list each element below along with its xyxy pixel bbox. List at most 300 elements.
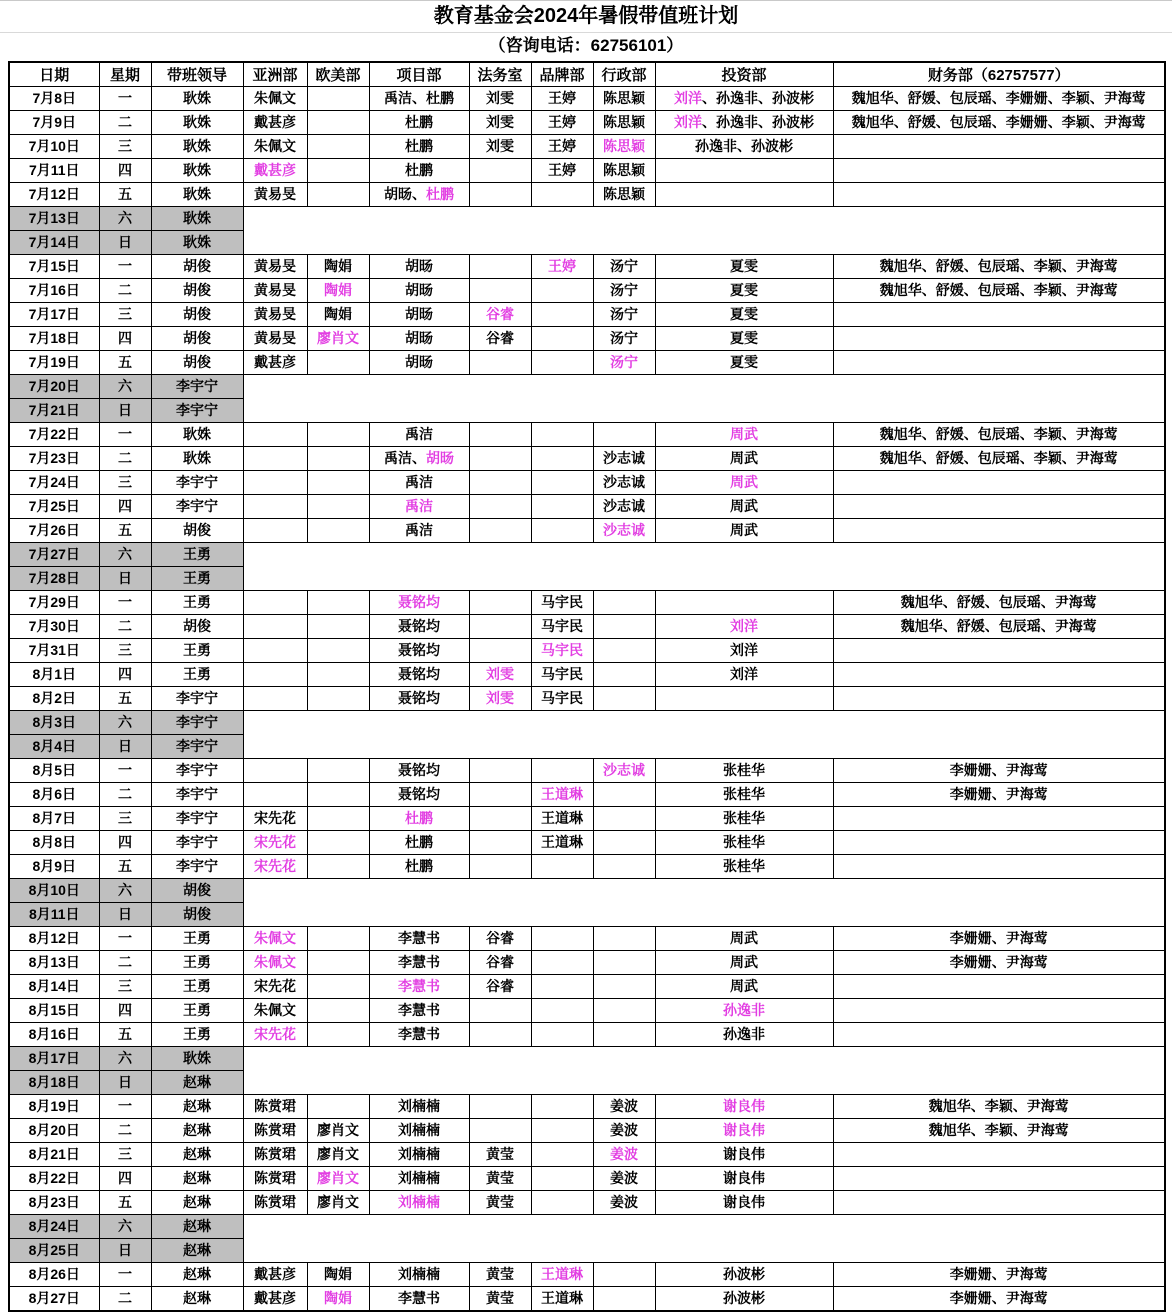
cell-invest[interactable]: 谢良伟 (655, 1190, 833, 1214)
cell-finance[interactable] (833, 806, 1165, 830)
cell-invest[interactable]: 刘洋、孙逸非、孙波彬 (655, 110, 833, 134)
cell-week[interactable]: 五 (99, 1190, 151, 1214)
cell-week[interactable]: 二 (99, 1286, 151, 1311)
cell-euro[interactable] (307, 662, 369, 686)
cell-invest[interactable]: 孙逸非 (655, 1022, 833, 1046)
cell-invest[interactable]: 孙波彬 (655, 1286, 833, 1311)
cell-legal[interactable] (469, 758, 531, 782)
cell-admin[interactable] (593, 998, 655, 1022)
cell-brand[interactable]: 王婷 (531, 86, 593, 110)
cell-legal[interactable]: 黄莹 (469, 1166, 531, 1190)
cell-legal[interactable] (469, 998, 531, 1022)
cell-date[interactable]: 7月18日 (9, 326, 99, 350)
cell-week[interactable]: 三 (99, 1142, 151, 1166)
cell-date[interactable]: 8月25日 (9, 1238, 99, 1262)
cell-date[interactable]: 8月16日 (9, 1022, 99, 1046)
cell-finance[interactable]: 魏旭华、舒媛、包辰瑶、李颖、尹海莺 (833, 254, 1165, 278)
cell-euro[interactable] (307, 614, 369, 638)
cell-admin[interactable]: 陈思颖 (593, 110, 655, 134)
cell-week[interactable]: 日 (99, 902, 151, 926)
cell-asia[interactable]: 宋先花 (243, 974, 307, 998)
cell-date[interactable]: 8月21日 (9, 1142, 99, 1166)
cell-finance[interactable] (833, 1022, 1165, 1046)
cell-invest[interactable]: 张桂华 (655, 782, 833, 806)
cell-week[interactable]: 五 (99, 1022, 151, 1046)
cell-invest[interactable]: 夏雯 (655, 302, 833, 326)
weekend-empty-block[interactable] (243, 206, 1165, 254)
cell-invest[interactable]: 周武 (655, 950, 833, 974)
cell-project[interactable]: 刘楠楠 (369, 1142, 469, 1166)
cell-project[interactable]: 李慧书 (369, 998, 469, 1022)
cell-legal[interactable]: 谷睿 (469, 326, 531, 350)
cell-week[interactable]: 二 (99, 614, 151, 638)
cell-legal[interactable]: 刘雯 (469, 134, 531, 158)
cell-project[interactable]: 禹洁 (369, 518, 469, 542)
cell-finance[interactable] (833, 302, 1165, 326)
cell-asia[interactable]: 黄易旻 (243, 326, 307, 350)
cell-leader[interactable]: 胡俊 (151, 614, 243, 638)
weekend-empty-block[interactable] (243, 1214, 1165, 1262)
cell-project[interactable]: 禹洁 (369, 470, 469, 494)
cell-euro[interactable] (307, 926, 369, 950)
cell-project[interactable]: 杜鹏 (369, 110, 469, 134)
cell-invest[interactable]: 周武 (655, 494, 833, 518)
cell-invest[interactable] (655, 1118, 833, 1142)
cell-euro[interactable] (307, 326, 369, 350)
cell-project[interactable]: 聂铭均 (369, 614, 469, 638)
cell-legal[interactable] (469, 422, 531, 446)
cell-date[interactable]: 8月23日 (9, 1190, 99, 1214)
cell-finance[interactable]: 李姗姗、尹海莺 (833, 758, 1165, 782)
cell-invest[interactable]: 夏雯 (655, 350, 833, 374)
cell-finance[interactable] (833, 998, 1165, 1022)
cell-week[interactable]: 六 (99, 206, 151, 230)
cell-admin[interactable]: 沙志诚 (593, 470, 655, 494)
cell-admin[interactable] (593, 950, 655, 974)
cell-invest[interactable]: 刘洋 (655, 662, 833, 686)
cell-admin[interactable]: 汤宁 (593, 302, 655, 326)
cell-brand[interactable] (531, 926, 593, 950)
cell-leader[interactable]: 耿姝 (151, 86, 243, 110)
cell-leader[interactable]: 王勇 (151, 1022, 243, 1046)
cell-legal[interactable] (469, 590, 531, 614)
cell-euro[interactable] (307, 182, 369, 206)
cell-admin[interactable] (593, 638, 655, 662)
cell-week[interactable]: 一 (99, 86, 151, 110)
cell-brand[interactable] (531, 782, 593, 806)
cell-leader[interactable]: 王勇 (151, 926, 243, 950)
cell-asia[interactable]: 黄易旻 (243, 182, 307, 206)
cell-asia[interactable] (243, 494, 307, 518)
cell-project[interactable]: 李慧书 (369, 926, 469, 950)
cell-asia[interactable] (243, 830, 307, 854)
cell-legal[interactable] (469, 278, 531, 302)
cell-admin[interactable] (593, 590, 655, 614)
cell-invest[interactable] (655, 614, 833, 638)
cell-project[interactable]: 禹洁 (369, 422, 469, 446)
cell-week[interactable]: 三 (99, 806, 151, 830)
cell-week[interactable]: 四 (99, 326, 151, 350)
cell-date[interactable]: 8月4日 (9, 734, 99, 758)
cell-euro[interactable] (307, 1166, 369, 1190)
cell-week[interactable]: 六 (99, 1214, 151, 1238)
cell-legal[interactable] (469, 494, 531, 518)
cell-date[interactable]: 7月20日 (9, 374, 99, 398)
cell-project[interactable]: 聂铭均 (369, 638, 469, 662)
cell-legal[interactable] (469, 470, 531, 494)
cell-asia[interactable] (243, 446, 307, 470)
cell-project[interactable]: 胡旸 (369, 350, 469, 374)
cell-project[interactable]: 胡旸 (369, 326, 469, 350)
cell-week[interactable]: 五 (99, 182, 151, 206)
cell-asia[interactable] (243, 470, 307, 494)
cell-admin[interactable] (593, 518, 655, 542)
cell-project[interactable] (369, 1190, 469, 1214)
cell-brand[interactable] (531, 278, 593, 302)
cell-brand[interactable] (531, 758, 593, 782)
cell-project[interactable]: 禹洁、杜鹏 (369, 86, 469, 110)
cell-invest[interactable]: 孙波彬 (655, 1262, 833, 1286)
cell-admin[interactable] (593, 1022, 655, 1046)
cell-asia[interactable] (243, 518, 307, 542)
cell-admin[interactable] (593, 662, 655, 686)
cell-asia[interactable]: 朱佩文 (243, 998, 307, 1022)
cell-date[interactable]: 7月12日 (9, 182, 99, 206)
cell-finance[interactable]: 李姗姗、尹海莺 (833, 926, 1165, 950)
cell-date[interactable]: 7月23日 (9, 446, 99, 470)
cell-leader[interactable]: 胡俊 (151, 278, 243, 302)
cell-brand[interactable] (531, 446, 593, 470)
cell-admin[interactable] (593, 134, 655, 158)
cell-date[interactable]: 7月9日 (9, 110, 99, 134)
cell-finance[interactable]: 魏旭华、舒媛、包辰瑶、李姗姗、李颖、尹海莺 (833, 86, 1165, 110)
cell-leader[interactable]: 耿姝 (151, 446, 243, 470)
cell-date[interactable]: 7月25日 (9, 494, 99, 518)
cell-euro[interactable] (307, 1286, 369, 1311)
cell-asia[interactable]: 朱佩文 (243, 86, 307, 110)
cell-legal[interactable] (469, 830, 531, 854)
column-header-admin[interactable]: 行政部 (593, 62, 655, 86)
cell-invest[interactable]: 张桂华 (655, 830, 833, 854)
cell-leader[interactable]: 赵琳 (151, 1142, 243, 1166)
weekend-empty-block[interactable] (243, 1046, 1165, 1094)
cell-invest[interactable]: 夏雯 (655, 326, 833, 350)
cell-brand[interactable] (531, 182, 593, 206)
cell-invest[interactable] (655, 158, 833, 182)
cell-leader[interactable]: 赵琳 (151, 1262, 243, 1286)
cell-week[interactable]: 五 (99, 350, 151, 374)
cell-date[interactable]: 7月22日 (9, 422, 99, 446)
cell-week[interactable]: 二 (99, 782, 151, 806)
cell-invest[interactable]: 张桂华 (655, 854, 833, 878)
cell-legal[interactable] (469, 662, 531, 686)
cell-week[interactable]: 一 (99, 758, 151, 782)
cell-week[interactable]: 三 (99, 638, 151, 662)
cell-legal[interactable]: 谷睿 (469, 974, 531, 998)
cell-invest[interactable] (655, 998, 833, 1022)
cell-brand[interactable] (531, 326, 593, 350)
cell-invest[interactable] (655, 422, 833, 446)
cell-brand[interactable] (531, 494, 593, 518)
column-header-asia[interactable]: 亚洲部 (243, 62, 307, 86)
column-header-leader[interactable]: 带班领导 (151, 62, 243, 86)
cell-euro[interactable]: 廖肖文 (307, 1118, 369, 1142)
cell-euro[interactable] (307, 638, 369, 662)
cell-week[interactable]: 三 (99, 470, 151, 494)
cell-asia[interactable] (243, 158, 307, 182)
cell-date[interactable]: 8月15日 (9, 998, 99, 1022)
cell-euro[interactable] (307, 446, 369, 470)
cell-finance[interactable] (833, 158, 1165, 182)
cell-date[interactable]: 7月21日 (9, 398, 99, 422)
cell-leader[interactable]: 胡俊 (151, 326, 243, 350)
cell-legal[interactable] (469, 446, 531, 470)
cell-admin[interactable] (593, 806, 655, 830)
cell-euro[interactable] (307, 134, 369, 158)
cell-leader[interactable]: 胡俊 (151, 302, 243, 326)
cell-legal[interactable]: 黄莹 (469, 1190, 531, 1214)
weekend-empty-block[interactable] (243, 374, 1165, 422)
cell-brand[interactable]: 马宇民 (531, 614, 593, 638)
cell-project[interactable]: 刘楠楠 (369, 1166, 469, 1190)
cell-brand[interactable] (531, 518, 593, 542)
cell-leader[interactable]: 胡俊 (151, 254, 243, 278)
cell-finance[interactable] (833, 638, 1165, 662)
cell-legal[interactable]: 刘雯 (469, 86, 531, 110)
cell-euro[interactable] (307, 830, 369, 854)
cell-leader[interactable]: 耿姝 (151, 182, 243, 206)
cell-admin[interactable] (593, 686, 655, 710)
cell-project[interactable]: 胡旸 (369, 254, 469, 278)
cell-brand[interactable] (531, 254, 593, 278)
cell-project[interactable] (369, 974, 469, 998)
cell-euro[interactable] (307, 686, 369, 710)
cell-admin[interactable]: 陈思颖 (593, 158, 655, 182)
weekend-empty-block[interactable] (243, 710, 1165, 758)
cell-leader[interactable]: 王勇 (151, 638, 243, 662)
cell-legal[interactable] (469, 854, 531, 878)
cell-asia[interactable]: 戴甚彦 (243, 350, 307, 374)
cell-week[interactable]: 二 (99, 950, 151, 974)
cell-week[interactable]: 四 (99, 998, 151, 1022)
cell-euro[interactable] (307, 422, 369, 446)
cell-date[interactable]: 8月27日 (9, 1286, 99, 1311)
cell-asia[interactable] (243, 782, 307, 806)
cell-project[interactable]: 聂铭均 (369, 662, 469, 686)
cell-brand[interactable]: 王婷 (531, 110, 593, 134)
cell-euro[interactable] (307, 782, 369, 806)
cell-leader[interactable]: 胡俊 (151, 518, 243, 542)
cell-admin[interactable] (593, 758, 655, 782)
cell-brand[interactable]: 王道琳 (531, 830, 593, 854)
cell-finance[interactable]: 李姗姗、尹海莺 (833, 950, 1165, 974)
cell-date[interactable]: 7月26日 (9, 518, 99, 542)
cell-week[interactable]: 六 (99, 374, 151, 398)
cell-brand[interactable] (531, 974, 593, 998)
cell-euro[interactable] (307, 278, 369, 302)
cell-admin[interactable]: 陈思颖 (593, 86, 655, 110)
cell-date[interactable]: 7月8日 (9, 86, 99, 110)
cell-brand[interactable] (531, 1262, 593, 1286)
cell-project[interactable]: 禹洁、胡旸 (369, 446, 469, 470)
cell-leader[interactable]: 赵琳 (151, 1070, 243, 1094)
cell-leader[interactable]: 李宇宁 (151, 734, 243, 758)
cell-legal[interactable] (469, 782, 531, 806)
cell-admin[interactable]: 汤宁 (593, 278, 655, 302)
cell-date[interactable]: 8月7日 (9, 806, 99, 830)
cell-euro[interactable]: 陶娟 (307, 254, 369, 278)
cell-finance[interactable] (833, 470, 1165, 494)
cell-week[interactable]: 五 (99, 854, 151, 878)
cell-euro[interactable]: 陶娟 (307, 302, 369, 326)
cell-brand[interactable] (531, 470, 593, 494)
cell-project[interactable]: 刘楠楠 (369, 1118, 469, 1142)
cell-invest[interactable]: 周武 (655, 974, 833, 998)
cell-admin[interactable] (593, 830, 655, 854)
cell-euro[interactable] (307, 350, 369, 374)
cell-finance[interactable]: 魏旭华、舒媛、包辰瑶、尹海莺 (833, 590, 1165, 614)
cell-asia[interactable]: 戴甚彦 (243, 1286, 307, 1311)
cell-legal[interactable]: 刘雯 (469, 110, 531, 134)
cell-week[interactable]: 一 (99, 1094, 151, 1118)
cell-date[interactable]: 8月11日 (9, 902, 99, 926)
cell-legal[interactable] (469, 686, 531, 710)
cell-leader[interactable]: 耿姝 (151, 206, 243, 230)
cell-asia[interactable] (243, 614, 307, 638)
cell-date[interactable]: 7月16日 (9, 278, 99, 302)
cell-euro[interactable] (307, 590, 369, 614)
cell-euro[interactable]: 廖肖文 (307, 1142, 369, 1166)
cell-legal[interactable] (469, 806, 531, 830)
cell-leader[interactable]: 王勇 (151, 662, 243, 686)
cell-leader[interactable]: 王勇 (151, 590, 243, 614)
column-header-finance[interactable]: 财务部（62757577） (833, 62, 1165, 86)
cell-week[interactable]: 日 (99, 398, 151, 422)
cell-finance[interactable]: 魏旭华、舒媛、包辰瑶、尹海莺 (833, 614, 1165, 638)
cell-asia[interactable] (243, 758, 307, 782)
cell-asia[interactable]: 戴甚彦 (243, 110, 307, 134)
cell-invest[interactable] (655, 590, 833, 614)
cell-invest[interactable]: 刘洋 (655, 638, 833, 662)
cell-asia[interactable]: 朱佩文 (243, 134, 307, 158)
cell-legal[interactable] (469, 182, 531, 206)
cell-legal[interactable] (469, 302, 531, 326)
cell-week[interactable]: 一 (99, 422, 151, 446)
cell-finance[interactable] (833, 326, 1165, 350)
cell-admin[interactable] (593, 854, 655, 878)
column-header-invest[interactable]: 投资部 (655, 62, 833, 86)
cell-leader[interactable]: 赵琳 (151, 1214, 243, 1238)
cell-asia[interactable]: 陈赏珺 (243, 1190, 307, 1214)
cell-date[interactable]: 8月10日 (9, 878, 99, 902)
cell-leader[interactable]: 王勇 (151, 974, 243, 998)
cell-leader[interactable]: 耿姝 (151, 1046, 243, 1070)
cell-finance[interactable] (833, 134, 1165, 158)
cell-leader[interactable]: 赵琳 (151, 1238, 243, 1262)
cell-project[interactable]: 李慧书 (369, 1286, 469, 1311)
cell-week[interactable]: 二 (99, 278, 151, 302)
cell-date[interactable]: 7月30日 (9, 614, 99, 638)
cell-date[interactable]: 7月10日 (9, 134, 99, 158)
cell-legal[interactable]: 谷睿 (469, 926, 531, 950)
column-header-legal[interactable]: 法务室 (469, 62, 531, 86)
cell-brand[interactable]: 马宇民 (531, 662, 593, 686)
cell-leader[interactable]: 赵琳 (151, 1190, 243, 1214)
cell-date[interactable]: 7月13日 (9, 206, 99, 230)
cell-invest[interactable] (655, 1094, 833, 1118)
cell-euro[interactable] (307, 806, 369, 830)
cell-euro[interactable] (307, 518, 369, 542)
cell-brand[interactable] (531, 302, 593, 326)
weekend-empty-block[interactable] (243, 878, 1165, 926)
cell-finance[interactable]: 魏旭华、李颖、尹海莺 (833, 1118, 1165, 1142)
cell-admin[interactable]: 沙志诚 (593, 494, 655, 518)
cell-asia[interactable]: 宋先花 (243, 806, 307, 830)
cell-euro[interactable] (307, 494, 369, 518)
cell-week[interactable]: 六 (99, 1046, 151, 1070)
weekend-empty-block[interactable] (243, 542, 1165, 590)
cell-project[interactable]: 聂铭均 (369, 686, 469, 710)
cell-asia[interactable] (243, 1022, 307, 1046)
cell-date[interactable]: 7月29日 (9, 590, 99, 614)
cell-legal[interactable]: 黄莹 (469, 1262, 531, 1286)
cell-leader[interactable]: 耿姝 (151, 422, 243, 446)
cell-date[interactable]: 7月27日 (9, 542, 99, 566)
cell-finance[interactable]: 魏旭华、舒媛、包辰瑶、李颖、尹海莺 (833, 446, 1165, 470)
cell-leader[interactable]: 王勇 (151, 566, 243, 590)
cell-invest[interactable]: 周武 (655, 446, 833, 470)
cell-leader[interactable]: 赵琳 (151, 1166, 243, 1190)
cell-week[interactable]: 日 (99, 230, 151, 254)
cell-leader[interactable]: 耿姝 (151, 110, 243, 134)
cell-admin[interactable] (593, 350, 655, 374)
cell-finance[interactable]: 魏旭华、舒媛、包辰瑶、李颖、尹海莺 (833, 422, 1165, 446)
cell-week[interactable]: 三 (99, 974, 151, 998)
cell-invest[interactable] (655, 686, 833, 710)
cell-date[interactable]: 8月22日 (9, 1166, 99, 1190)
cell-project[interactable]: 胡旸 (369, 278, 469, 302)
cell-leader[interactable]: 李宇宁 (151, 782, 243, 806)
cell-week[interactable]: 二 (99, 446, 151, 470)
cell-leader[interactable]: 胡俊 (151, 350, 243, 374)
cell-project[interactable] (369, 494, 469, 518)
cell-finance[interactable]: 李姗姗、尹海莺 (833, 1262, 1165, 1286)
cell-date[interactable]: 8月19日 (9, 1094, 99, 1118)
cell-finance[interactable] (833, 518, 1165, 542)
cell-brand[interactable] (531, 1094, 593, 1118)
cell-asia[interactable] (243, 590, 307, 614)
cell-euro[interactable] (307, 974, 369, 998)
cell-leader[interactable]: 耿姝 (151, 230, 243, 254)
cell-brand[interactable]: 王道琳 (531, 806, 593, 830)
cell-asia[interactable]: 陈赏珺 (243, 1166, 307, 1190)
cell-asia[interactable] (243, 854, 307, 878)
cell-week[interactable]: 日 (99, 734, 151, 758)
cell-week[interactable]: 日 (99, 566, 151, 590)
cell-admin[interactable]: 姜波 (593, 1166, 655, 1190)
cell-finance[interactable] (833, 854, 1165, 878)
cell-project[interactable]: 杜鹏 (369, 830, 469, 854)
cell-asia[interactable] (243, 422, 307, 446)
cell-admin[interactable] (593, 614, 655, 638)
cell-date[interactable]: 8月1日 (9, 662, 99, 686)
cell-admin[interactable] (593, 1262, 655, 1286)
cell-legal[interactable] (469, 1118, 531, 1142)
cell-brand[interactable] (531, 1142, 593, 1166)
cell-invest[interactable]: 夏雯 (655, 254, 833, 278)
cell-invest[interactable]: 张桂华 (655, 806, 833, 830)
cell-leader[interactable]: 赵琳 (151, 1094, 243, 1118)
